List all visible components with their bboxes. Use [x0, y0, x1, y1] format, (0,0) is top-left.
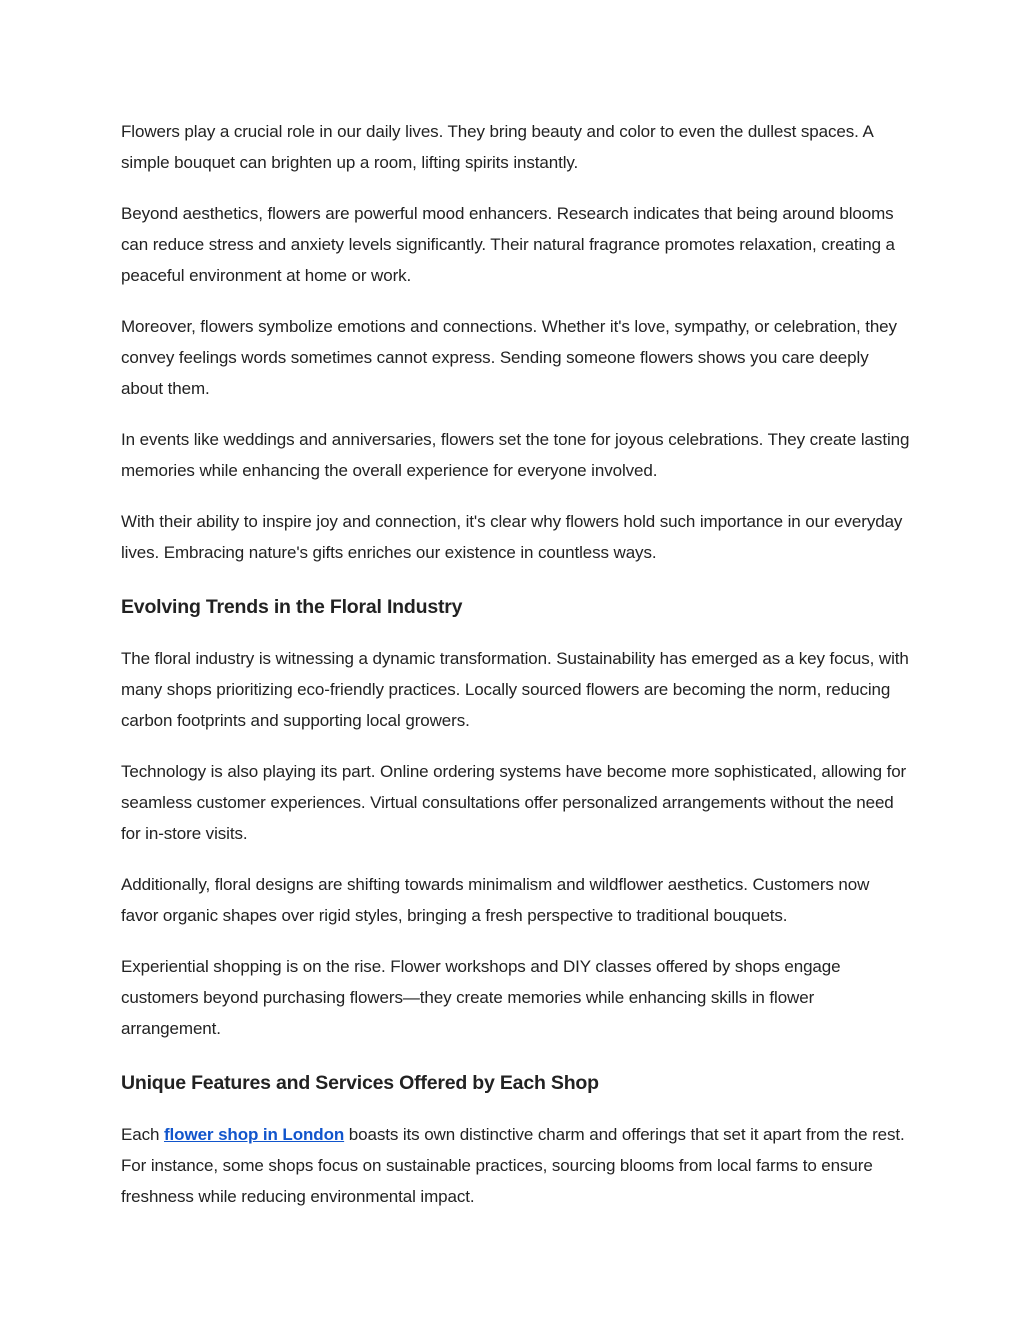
trends-paragraph-2: Technology is also playing its part. Online ordering systems have become more sophisticated, allowing for seamless customer experiences. Virtual consultations offer personalized arrangements without the need for in-store visits.: [121, 762, 907, 843]
features-heading: Unique Features and Services Offered by Each Shop: [121, 1072, 599, 1094]
trends-paragraph-4: Experiential shopping is on the rise. Flower workshops and DIY classes offered by shops engage customers beyond purchasing flowers—they create memories while enhancing skills in flower arrangement.: [121, 957, 841, 1038]
trends-paragraph-1: The floral industry is witnessing a dynamic transformation. Sustainability has emerged as a key focus, with many shops prioritizing eco-friendly practices. Locally sourced flowers are becoming the norm, reducing carbon footprints and supporting local growers.: [121, 649, 909, 730]
features-paragraph: [121, 1119, 911, 1212]
intro-paragraph-4: In events like weddings and anniversaries, flowers set the tone for joyous celebrations. They create lasting memories while enhancing the overall experience for everyone involved.: [121, 430, 910, 480]
features-text-suffix: boasts its own distinctive charm and offerings that set it apart from the rest. For instance, some shops focus on sustainable practices, sourcing blooms from local farms to ensure freshness while reducing environmental impact.: [121, 1125, 905, 1206]
flower-shop-london-link[interactable]: flower shop in London: [163, 1125, 345, 1144]
intro-paragraph-1: Flowers play a crucial role in our daily lives. They bring beauty and color to even the dullest spaces. A simple bouquet can brighten up a room, lifting spirits instantly.: [121, 122, 873, 172]
features-text-prefix: Each: [121, 1125, 164, 1144]
intro-paragraph-3: Moreover, flowers symbolize emotions and connections. Whether it's love, sympathy, or celebration, they convey feelings words sometimes cannot express. Sending someone flowers shows you care deeply about them.: [121, 317, 897, 398]
intro-paragraph-2: Beyond aesthetics, flowers are powerful mood enhancers. Research indicates that being around blooms can reduce stress and anxiety levels significantly. Their natural fragrance promotes relaxation, creating a peaceful environment at home or work.: [121, 204, 895, 285]
intro-paragraph-5: With their ability to inspire joy and connection, it's clear why flowers hold such importance in our everyday lives. Embracing nature's gifts enriches our existence in countless ways.: [121, 512, 903, 562]
trends-heading: Evolving Trends in the Floral Industry: [121, 596, 463, 618]
trends-paragraph-3: Additionally, floral designs are shifting towards minimalism and wildflower aesthetics. Customers now favor organic shapes over rigid styles, bringing a fresh perspective to traditional bouquets.: [121, 875, 870, 925]
document-page: [121, 116, 911, 1232]
